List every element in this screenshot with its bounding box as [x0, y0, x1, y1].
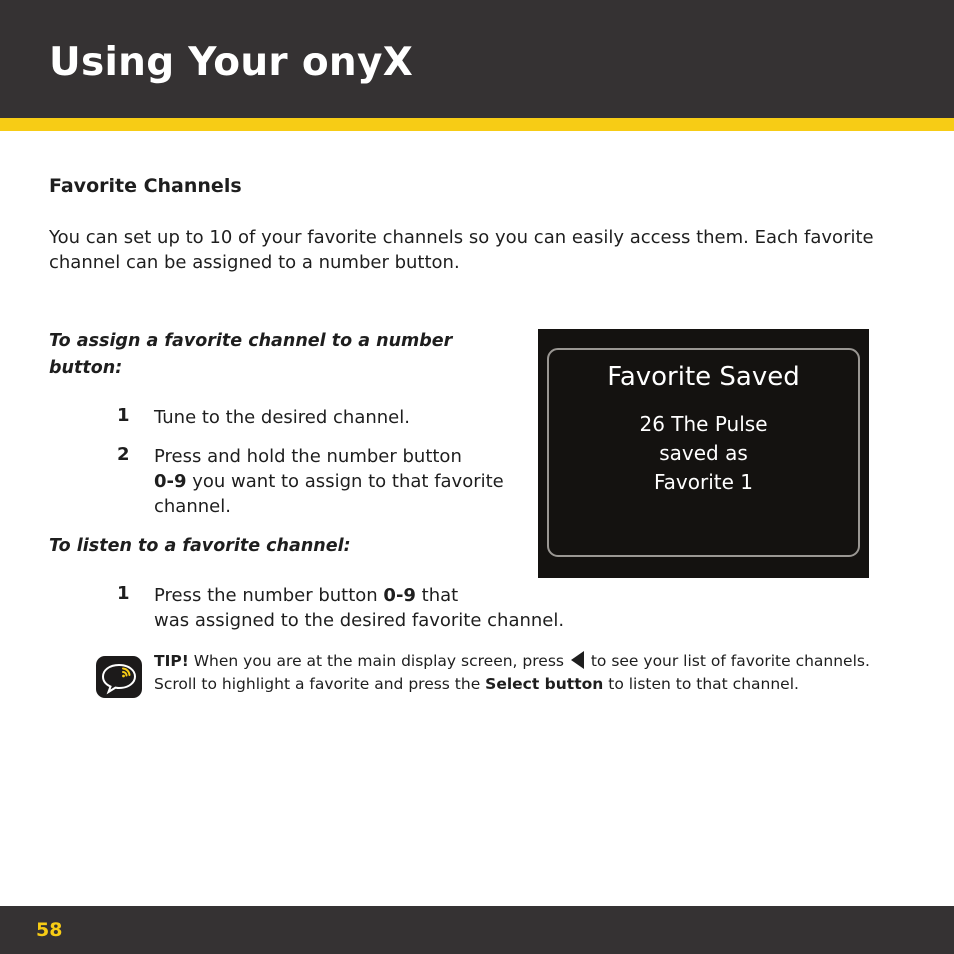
assign-heading-line2: button: [49, 358, 123, 378]
left-arrow-icon [571, 651, 584, 669]
intro-paragraph: You can set up to 10 of your favorite channels so you can easily access them. Each favorite channel can be assigned to a number button. [49, 227, 874, 273]
screen-favorite-number: Favorite 1 [653, 470, 753, 494]
assign-heading-line1: To assign a favorite channel to a number [49, 331, 453, 351]
listen-step1-line2: was assigned to the desired favorite channel. [154, 610, 565, 631]
tip-text-part2: to see your list of favorite channels. Scroll to highlight a favorite and press the [154, 652, 870, 693]
assign-step1-number: 1 [117, 405, 130, 426]
assign-step2-line1: Press and hold the number button [154, 446, 462, 467]
section-title: Favorite Channels [49, 175, 242, 197]
listen-step1-suffix: that [415, 585, 459, 606]
page-number: 58 [36, 919, 63, 941]
tip-speech-bubble-icon [96, 656, 142, 698]
listen-step1-number: 1 [117, 583, 130, 604]
tip-text [154, 650, 874, 696]
assign-step2-number: 2 [117, 444, 130, 465]
listen-step1-text [154, 583, 564, 633]
assign-step1-text: Tune to the desired channel. [154, 407, 410, 428]
assign-heading [49, 328, 452, 382]
listen-step1-bold: 0-9 [383, 585, 416, 606]
listen-heading: To listen to a favorite channel: [49, 536, 351, 556]
device-screen [538, 329, 869, 578]
tip-label: TIP! [154, 652, 189, 670]
page-title: Using Your onyX [49, 40, 414, 85]
assign-step2-text [154, 444, 504, 519]
screen-title: Favorite Saved [607, 362, 800, 392]
accent-bar [0, 118, 954, 131]
screen-channel: 26 The Pulse [639, 412, 768, 436]
listen-step1-prefix: Press the number button [154, 585, 384, 606]
screen-saved-as: saved as [659, 441, 748, 465]
tip-text-part1: When you are at the main display screen, press [188, 652, 569, 670]
tip-text-part3: to listen to that channel. [603, 675, 799, 693]
tip-select-button: Select button [485, 675, 604, 693]
assign-step2-line3: channel. [154, 496, 231, 517]
assign-step2-line2: you want to assign to that favorite [186, 471, 504, 492]
page-footer [0, 906, 954, 954]
assign-step2-bold: 0-9 [154, 471, 187, 492]
page-header [0, 0, 954, 118]
